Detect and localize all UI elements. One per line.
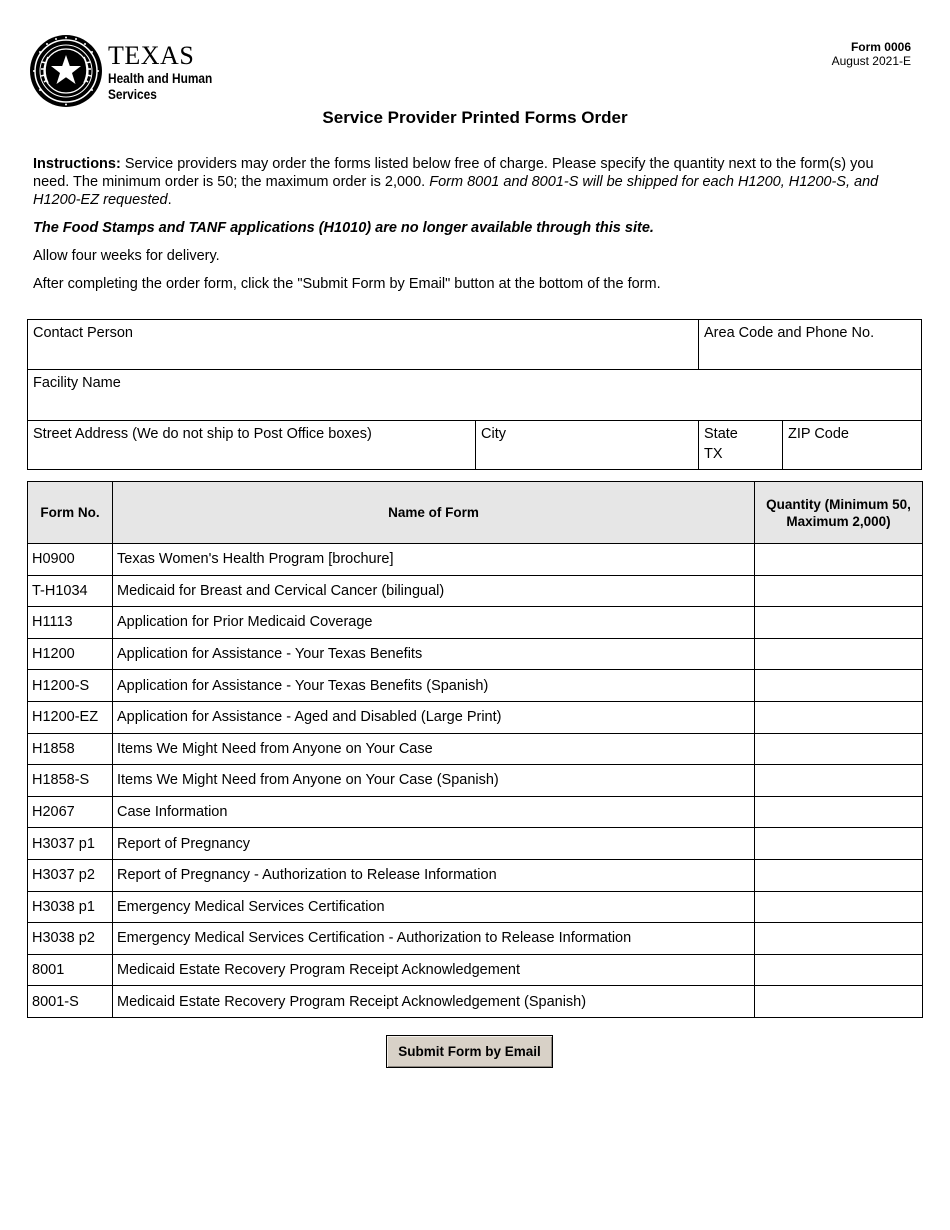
table-row — [28, 638, 923, 670]
zip-code-label: ZIP Code — [788, 426, 849, 442]
table-row — [28, 544, 923, 576]
availability-notice: The Food Stamps and TANF applications (H1010) are no longer available through this site. — [33, 220, 654, 236]
instructions-label: Instructions: — [33, 156, 121, 172]
quantity-input[interactable] — [755, 670, 923, 702]
logo-texas: TEXAS — [108, 41, 195, 70]
state-field[interactable] — [699, 421, 783, 470]
texas-seal-icon — [28, 33, 104, 109]
quantity-input[interactable] — [755, 638, 923, 670]
table-row — [28, 670, 923, 702]
street-address-label: Street Address (We do not ship to Post Office boxes) — [33, 426, 372, 442]
header-quantity: Quantity (Minimum 50, Maximum 2,000) — [755, 482, 923, 544]
form-name-cell: Texas Women's Health Program [brochure] — [113, 544, 755, 576]
form-number-cell: H3038 p1 — [28, 891, 113, 923]
form-name-cell: Application for Assistance - Aged and Disabled (Large Print) — [113, 701, 755, 733]
state-label: State — [704, 426, 738, 442]
facility-name-label: Facility Name — [33, 375, 121, 391]
form-number-cell: H1858-S — [28, 765, 113, 797]
form-number: Form 0006 — [850, 40, 911, 54]
form-number-cell: H3037 p1 — [28, 828, 113, 860]
form-identifier — [832, 40, 911, 68]
header-name-of-form: Name of Form — [113, 482, 755, 544]
form-name-cell: Application for Assistance - Your Texas Benefits — [113, 638, 755, 670]
contact-section — [27, 319, 922, 470]
table-row — [28, 701, 923, 733]
form-number-cell: H1200-EZ — [28, 701, 113, 733]
city-label: City — [481, 426, 506, 442]
quantity-input[interactable] — [755, 607, 923, 639]
form-name-cell: Items We Might Need from Anyone on Your Case (Spanish) — [113, 765, 755, 797]
quantity-input[interactable] — [755, 954, 923, 986]
form-number-cell: 8001-S — [28, 986, 113, 1018]
instructions — [33, 155, 913, 303]
page-title: Service Provider Printed Forms Order — [322, 108, 628, 127]
form-number-cell: H3038 p2 — [28, 923, 113, 955]
form-number-cell: H3037 p2 — [28, 859, 113, 891]
table-row — [28, 607, 923, 639]
form-number-cell: T-H1034 — [28, 575, 113, 607]
phone-field[interactable] — [699, 320, 921, 370]
quantity-input[interactable] — [755, 859, 923, 891]
quantity-input[interactable] — [755, 544, 923, 576]
quantity-input[interactable] — [755, 701, 923, 733]
form-name-cell: Medicaid for Breast and Cervical Cancer (bilingual) — [113, 575, 755, 607]
form-number-cell: H0900 — [28, 544, 113, 576]
form-name-cell: Medicaid Estate Recovery Program Receipt Acknowledgement (Spanish) — [113, 986, 755, 1018]
table-row — [28, 796, 923, 828]
submit-form-by-email-button[interactable]: Submit Form by Email — [386, 1035, 553, 1068]
quantity-input[interactable] — [755, 765, 923, 797]
quantity-input[interactable] — [755, 828, 923, 860]
form-name-cell: Items We Might Need from Anyone on Your Case — [113, 733, 755, 765]
form-number-cell: H1200 — [28, 638, 113, 670]
form-name-cell: Emergency Medical Services Certification — [113, 891, 755, 923]
quantity-input[interactable] — [755, 575, 923, 607]
contact-person-field[interactable] — [28, 320, 699, 370]
form-name-cell: Application for Prior Medicaid Coverage — [113, 607, 755, 639]
delivery-note: Allow four weeks for delivery. — [33, 248, 220, 264]
form-name-cell: Emergency Medical Services Certification - Authorization to Release Information — [113, 923, 755, 955]
form-number-cell: H1858 — [28, 733, 113, 765]
form-name-cell: Report of Pregnancy — [113, 828, 755, 860]
form-number-cell: 8001 — [28, 954, 113, 986]
contact-person-label: Contact Person — [33, 325, 133, 341]
instructions-period: . — [167, 192, 172, 208]
form-name-cell: Case Information — [113, 796, 755, 828]
table-row — [28, 891, 923, 923]
quantity-input[interactable] — [755, 923, 923, 955]
form-name-cell: Report of Pregnancy - Authorization to Release Information — [113, 859, 755, 891]
quantity-input[interactable] — [755, 796, 923, 828]
phone-label: Area Code and Phone No. — [704, 325, 875, 341]
state-value: TX — [704, 446, 723, 462]
header-form-no: Form No. — [28, 482, 113, 544]
table-row — [28, 575, 923, 607]
forms-table — [27, 481, 923, 1018]
form-name-cell: Application for Assistance - Your Texas Benefits (Spanish) — [113, 670, 755, 702]
form-name-cell: Medicaid Estate Recovery Program Receipt Acknowledgement — [113, 954, 755, 986]
logo-line-3: Services — [108, 86, 157, 102]
hhs-logo — [28, 33, 248, 113]
table-header-row — [28, 482, 923, 544]
table-row — [28, 859, 923, 891]
instructions-text: Service providers may order the forms listed below free of charge. Please specify the quantity next to the form(s) you need. The minimum order is 50; the maximum order is 2,000. — [33, 156, 874, 190]
table-row — [28, 733, 923, 765]
quantity-input[interactable] — [755, 891, 923, 923]
form-number-cell: H2067 — [28, 796, 113, 828]
street-address-field[interactable] — [28, 421, 476, 470]
city-field[interactable] — [476, 421, 699, 470]
logo-line-2: Health and Human — [108, 71, 213, 86]
table-row — [28, 986, 923, 1018]
instructions-paragraph — [33, 155, 913, 209]
table-row — [28, 765, 923, 797]
facility-name-field[interactable] — [28, 370, 921, 421]
zip-code-field[interactable] — [783, 421, 921, 470]
quantity-input[interactable] — [755, 986, 923, 1018]
form-date: August 2021-E — [831, 54, 911, 68]
table-row — [28, 828, 923, 860]
submit-hint: After completing the order form, click the "Submit Form by Email" button at the bottom of the form. — [33, 276, 661, 292]
table-row — [28, 954, 923, 986]
table-row — [28, 923, 923, 955]
form-number-cell: H1113 — [28, 607, 113, 639]
quantity-input[interactable] — [755, 733, 923, 765]
form-number-cell: H1200-S — [28, 670, 113, 702]
instructions-italic-note: Form 8001 and 8001-S will be shipped for each H1200, H1200-S, and H1200-EZ requested — [33, 174, 879, 208]
